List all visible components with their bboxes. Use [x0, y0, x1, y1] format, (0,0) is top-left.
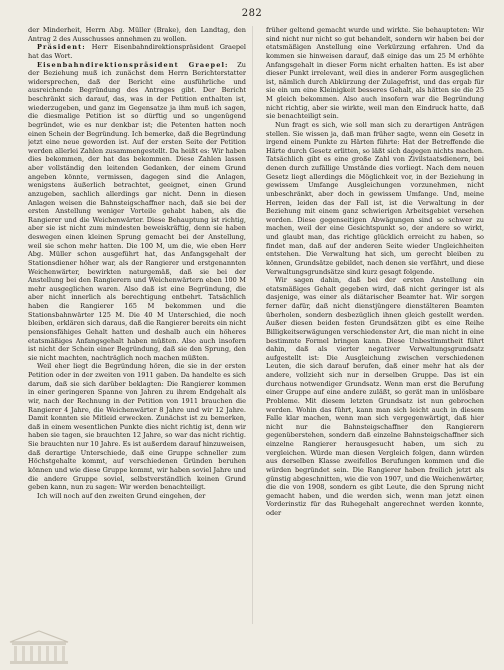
library-building-logo: [4, 628, 74, 666]
right-column: [266, 26, 484, 634]
paragraph: [266, 26, 484, 121]
speaker-label: Präsident:: [37, 43, 86, 52]
paragraph-text: Weil eher liegt die Begründung hören, die sie in der ersten Petition oder in der zweiten von 1911 gaben. Da handelte es sich darum, daß sie sich darüber beklagten: Die Rangierer kommen in einer geringeren Spanne von Jahren zu ihrem Endgehalt als wir, nach der Rechnung in der Petition von 1911 brauchen die Rangierer 4 Jahre, die Weichenwärter 8 Jahre und wir 12 Jahre. Damit konnten sie Mitleid erwecken. Zunächst ist zu bemerken, daß in einem wesentlichen Punkte dies nicht richtig ist, denn wir haben sie tagen, sie brauchten 12 Jahre, so war das nicht richtig. Sie brauchten nur 10 Jahre. Es ist außerdem darauf hinzuweisen, daß derartige Unterschiede, daß eine Gruppe schneller zum Höchstgehalte kommt, auf verschiedenen Gründen beruhen können und wie diese Gruppe kommt, wir haben soviel Jahre und die andere Gruppe soviel, selbstverständlich keinen Grund geben kann, nun zu sagen: Wir werden benachteiligt.: [28, 362, 246, 492]
column-divider: [252, 26, 253, 624]
page-number: 282: [241, 8, 263, 19]
paragraph-text: früher geltend gemacht wurde und wirkte. Sie behaupteten: Wir sind nicht nur nicht so gut behandelt, sondern wir haben bei der etatsmäßigen Anstellung eine Verkürzung erfahren. Und da kommen sie hinweisen darauf, daß einige das um 25 M erhöhte Anfangsgehalt in dieser Form nicht erhalten hatten. Es ist aber dieser Punkt irrelevant, weil dies in anderer Form ausgeglichen ist, nämlich durch Abkürzung der Zulagefrist, und das ergab für sie ein um eine Kleinigkeit besseres Gehalt, als hätten sie die 25 M gleich bekommen. Also auch insofern war die Begründung nicht richtig, aber sie wirkte, weil man den Eindruck hatte, daß sie benachteiligt sein.: [266, 26, 484, 121]
paragraph: [28, 362, 246, 491]
paragraph: [266, 121, 484, 276]
paragraph-text: Nun fragt es sich, wie soll man sich zu derartigen Anträgen stellen. Sie wissen ja, daß man früher sagte, wenn ein Gesetz in irgend einem Punkte zu Härten führte: Hat der Betreffende die Härte durch Gesetz erlitten, so läßt sich dagegen nichts machen. Tatsächlich gibt es eine große Zahl von Zivilstaatsdienern, bei denen durch zufällige Umstände dies vorliegt. Nach dem neuen Gesetz liegt allerdings die Möglichkeit vor, in der Beziehung in gewissem Umfange Ausgleichungen vorzunehmen, nicht unbeschränkt, aber doch in gewissem Umfange. Und, meine Herren, leiden das der Fall ist, ist die Verwaltung in der Beziehung mit einem ganz schwierigen Arbeitsgebiet versehen worden. Diese gegenseitigen Abwägungen sind so schwer zu machen, weil der eine Gesichtspunkt so, der andere so wirkt, und glaubt man, das richtige glücklich erreicht zu haben, so findet man, daß auf der anderen Seite wieder Ungleichheiten entstehen. Die Verwaltung hat sich, um gerecht bleiben zu können, Grundsätze gebildet, nach denen sie verfährt, und diese Verwaltungsgrundsätze sind kurz gesagt folgende.: [266, 120, 484, 276]
speaker-label: Eisenbahndirektionspräsident Graepel:: [37, 60, 229, 69]
paragraph: [266, 276, 484, 518]
paragraph: [28, 61, 246, 363]
paragraph-text: Herr Eisenbahndirektionspräsident Graepel hat das Wort.: [28, 43, 246, 60]
building-icon: [4, 628, 74, 666]
paragraph: [28, 492, 246, 501]
paragraph-text: der Minderheit, Herrn Abg. Müller (Brake), den Landtag, den Antrag 2 des Ausschusses annehmen zu wollen.: [28, 26, 246, 43]
paragraph: [28, 43, 246, 60]
paragraph: [28, 26, 246, 43]
paragraph-text: Wir sagen dahin, daß bei der ersten Anstellung ein etatsmäßiges Gehalt gegeben wird, daß nicht geringer ist als dasjenige, was einer als diätarischer Beamter hat. Wir sorgen ferner dafür, daß nicht dienstjüngere dienstälteren Beamten überholen, sondern desbezüglich ihnen gleich gestellt werden. Außer diesen beiden festen Grundsätzen gibt es eine Reihe Billigkeitserwägungen verschiedenster Art, die man nicht in eine bestimmte Formel bringen kann. Diese Unbestimmtheit führt dahin, daß als vierter negativer Verwaltungsgrundsatz aufgestellt ist: Die Ausgleichung zwischen verschiedenen Leuten, die sich darauf berufen, daß einer mehr hat als der andere, vollzieht sich nur in derselben Gruppe. Das ist ein durchaus notwendiger Grundsatz. Wenn man erst die Berufung einer Gruppe auf eine andere zuläßt, so gerät man in unlösbare Probleme. Mit diesem letzten Grundsatz ist nun gebrochen werden. Wohin das führt, kann man sich leicht auch in diesem Falle klar machen, wenn man sich vergegenwärtigt, daß hier nicht nur die Bahnsteigschaffner den Rangierern gegenüberstehen, sondern daß einzelne Bahnsteigschaffner sich einzelne Rangierer herausgesucht haben, um sich zu vergleichen. Würde man diesen Vergleich folgen, dann würden aus derselben Klasse zweifellos Berufungen kommen und die würden begründet sein. Die Rangierer haben freilich jetzt als günstig abgeschnitten, wie die von 1907, und die Weichenwärter, die die von 1908, sondern es gibt Leute, die den Sprung nicht gemacht haben, und die werden sich, wenn man jetzt einen Vorderinstiz für das Ruhegehalt angerechnet werden konnte, oder: [266, 276, 484, 517]
left-column: [28, 26, 246, 634]
paragraph-text: Ich will noch auf den zweiten Grund eingehen, der: [37, 491, 206, 500]
paragraph-text: Zu der Beziehung muß ich zunächst dem Herrn Berichterstatter widersprechen, daß der Bericht eine ausführliche und ausreichende Begründung des Antrages gibt. Der Bericht beschränkt sich darauf, das, was in der Petition enthalten ist, wiederzugeben, und ganz im Gegensatze ja ihm muß ich sagen, die diesmalige Petition ist so dürftig und so ungenügend begründet, wie es nur denkbar ist; die Petenten hatten noch einen Schein der Begründung. Ich bemerke, daß die Begründung jetzt eine neue geworden ist. Auf der ersten Seite der Petition werden allerlei Zahlen zusammengestellt. Da heißt es: Wir haben dies bekommen, der hat das bekommen. Diese Zahlen lassen aber vollständig den leitenden Gedanken, der einem Grund angeben könnte, vermissen, dagegen sind die Anlagen, wenigstens äußerlich betrachtet, geeignet, einen Grund anzugeben, sachlich allerdings gar nicht. Denn in diesen Anlagen weisen die Bahnsteigschaffner nach, daß sie bei der ersten Anstellung weniger Vorteile gehabt haben, als die Rangierer und die Weichenwärter. Diese Behauptung ist richtig, aber sie ist nicht zum mindesten beweiskräftig, denn sie haben deswegen einen kleinen Sprung gemacht bei der Anstellung, weil sie schon mehr hatten. Die 100 M, um die, wie eben Herr Abg. Müller schon ausgeführt hat, das Anfangsgehalt der Stationsdiener höher war, als der Rangierer und erstgenannten Weichenwärter, bewirkten naturgemäß, daß sie bei der Anstellung bei den Rangierern und Weichenwärtern eben 100 M mehr ausgeglichen waren. Also daß ist eine Begründung, die aber nicht innerlich als berechtigung entbehrt. Tatsächlich haben die Rangierer 165 M bekommen und die Stationsbahnwärter 125 M. Die 40 M Unterschied, die noch bleiben, erklären sich daraus, daß die Rangierer bereits ein nicht pensionsfähiges Gehalt hatten und deshalb auch ein höheres etatsmäßiges Anfangsgehalt haben müßten. Also auch insofern ist nicht der Schein einer Begründung, daß sie den Sprung, den sie nicht machten, nachträglich noch machen müßten.: [28, 60, 246, 362]
